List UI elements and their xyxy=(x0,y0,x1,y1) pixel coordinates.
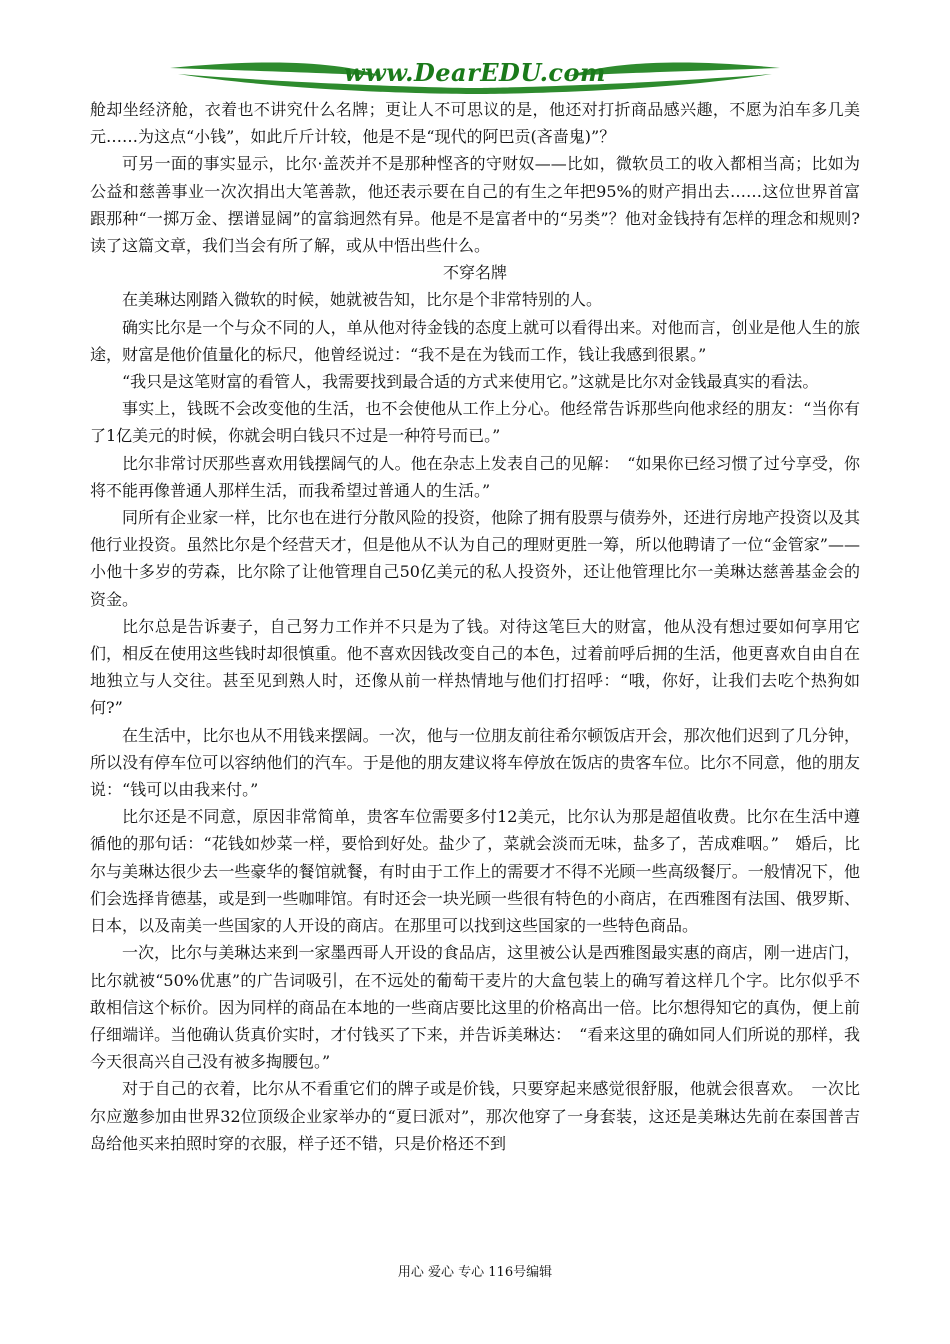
paragraph: 在美琳达刚踏入微软的时候，她就被告知，比尔是个非常特别的人。 xyxy=(122,290,603,310)
paragraph: “我只是这笔财富的看管人，我需要找到最合适的方式来使用它。”这就是比尔对金钱最真实的看法。 xyxy=(122,372,819,392)
paragraph: 在生活中，比尔也从不用钱来摆阔。一次，他与一位朋友前往希尔顿饭店开会，那次他们迟到了几分钟，所以没有停车位可以容纳他们的汽车。于是他的朋友建议将车停放在饭店的贵客车位。比尔不同意，他的朋友说：“钱可以由我来付。” xyxy=(90,725,860,800)
paragraph: 比尔还是不同意，原因非常简单，贵客车位需要多付12美元，比尔认为那是超值收费。比尔在生活中遵循他的那句话：“花钱如炒菜一样，要恰到好处。盐少了，菜就会淡而无味，盐多了，苦成难咽。” 婚后，比尔与美琳达很少去一些豪华的餐馆就餐，有时由于工作上的需要才不得不光顾一些高级餐厅。一般情况下，他们会选择肯德基，或是到一些咖啡馆。有时还会一块光顾一些很有特色的小商店，在西雅图有法国、俄罗斯、日本，以及南美一些国家的人开设的商店。在那里可以找到这些国家的一些特色商品。 xyxy=(90,807,860,936)
paragraph: 比尔非常讨厌那些喜欢用钱摆阔气的人。他在杂志上发表自己的见解： “如果你已经习惯了过兮享受，你将不能再像普通人那样生活，而我希望过普通人的生活。” xyxy=(90,453,860,500)
paragraph: 同所有企业家一样，比尔也在进行分散风险的投资，他除了拥有股票与债券外，还进行房地产投资以及其他行业投资。虽然比尔是个经营天才，但是他从不认为自己的理财更胜一筹，所以他聘请了一位“金管家”——小他十多岁的劳森，比尔除了让他管理自己50亿美元的私人投资外，还让他管理比尔一美琳达慈善基金会的资金。 xyxy=(90,508,860,609)
paragraph: 事实上，钱既不会改变他的生活，也不会使他从工作上分心。他经常告诉那些向他求经的朋友：“当你有了1亿美元的时候，你就会明白钱只不过是一种符号而已。” xyxy=(90,399,860,446)
article-body xyxy=(90,96,860,1157)
paragraph: 一次，比尔与美琳达来到一家墨西哥人开设的食品店，这里被公认是西雅图最实惠的商店，刚一进店门，比尔就被“50%优惠”的广告词吸引，在不远处的葡萄干麦片的大盒包装上的确写着这样几个字。比尔似乎不敢相信这个标价。因为同样的商品在本地的一些商店要比这里的价格高出一倍。比尔想得知它的真伪，便上前仔细端详。当他确认货真价实时，才付钱买了下来，并告诉美琳达： “看来这里的确如同人们所说的那样，我今天很高兴自己没有被多掏腰包。” xyxy=(90,943,860,1072)
logo-text: www.DearEDU.com xyxy=(344,58,606,87)
paragraph: 确实比尔是一个与众不同的人，单从他对待金钱的态度上就可以看得出来。对他而言，创业是他人生的旅途，财富是他价值量化的标尺，他曾经说过：“我不是在为钱而工作，钱让我感到很累。” xyxy=(90,317,860,364)
section-heading: 不穿名牌 xyxy=(442,263,507,283)
page-footer: 用心 爱心 专心 116号编辑 xyxy=(397,1265,553,1280)
paragraph: 比尔总是告诉妻子，自己努力工作并不只是为了钱。对待这笔巨大的财富，他从没有想过要如何享用它们，相反在使用这些钱时却很慎重。他不喜欢因钱改变自己的本色，过着前呼后拥的生活，他更喜欢自由自在地独立与人交往。甚至见到熟人时，还像从前一样热情地与他们打招呼：“哦，你好，让我们去吃个热狗如何?” xyxy=(90,616,860,718)
paragraph: 对于自己的衣着，比尔从不看重它们的牌子或是价钱，只要穿起来感觉很舒服，他就会很喜欢。 一次比尔应邀参加由世界32位顶级企业家举办的“夏曰派对”，那次他穿了一身套装，这还是美琳达先前在泰国普吉岛给他买来拍照时穿的衣服，样子还不错，只是价格还不到 xyxy=(90,1079,860,1153)
paragraph: 舱却坐经济舱，衣着也不讲究什么名牌；更让人不可思议的是，他还对打折商品感兴趣，不愿为泊车多几美元……为这点“小钱”，如此斤斤计较，他是不是“现代的阿巴贡(吝啬鬼)”？ xyxy=(90,100,860,147)
site-header-logo xyxy=(150,54,800,98)
paragraph: 可另一面的事实显示，比尔·盖茨并不是那种悭吝的守财奴——比如，微软员工的收入都相当高；比如为公益和慈善事业一次次捐出大笔善款，他还表示要在自己的有生之年把95%的财产捐出去……这位世界首富跟那种“一掷万金、摆谱显阔”的富翁迥然有异。他是不是富者中的“另类”？他对金钱持有怎样的理念和规则?读了这篇文章，我们当会有所了解，或从中悟出些什么。 xyxy=(90,154,860,256)
